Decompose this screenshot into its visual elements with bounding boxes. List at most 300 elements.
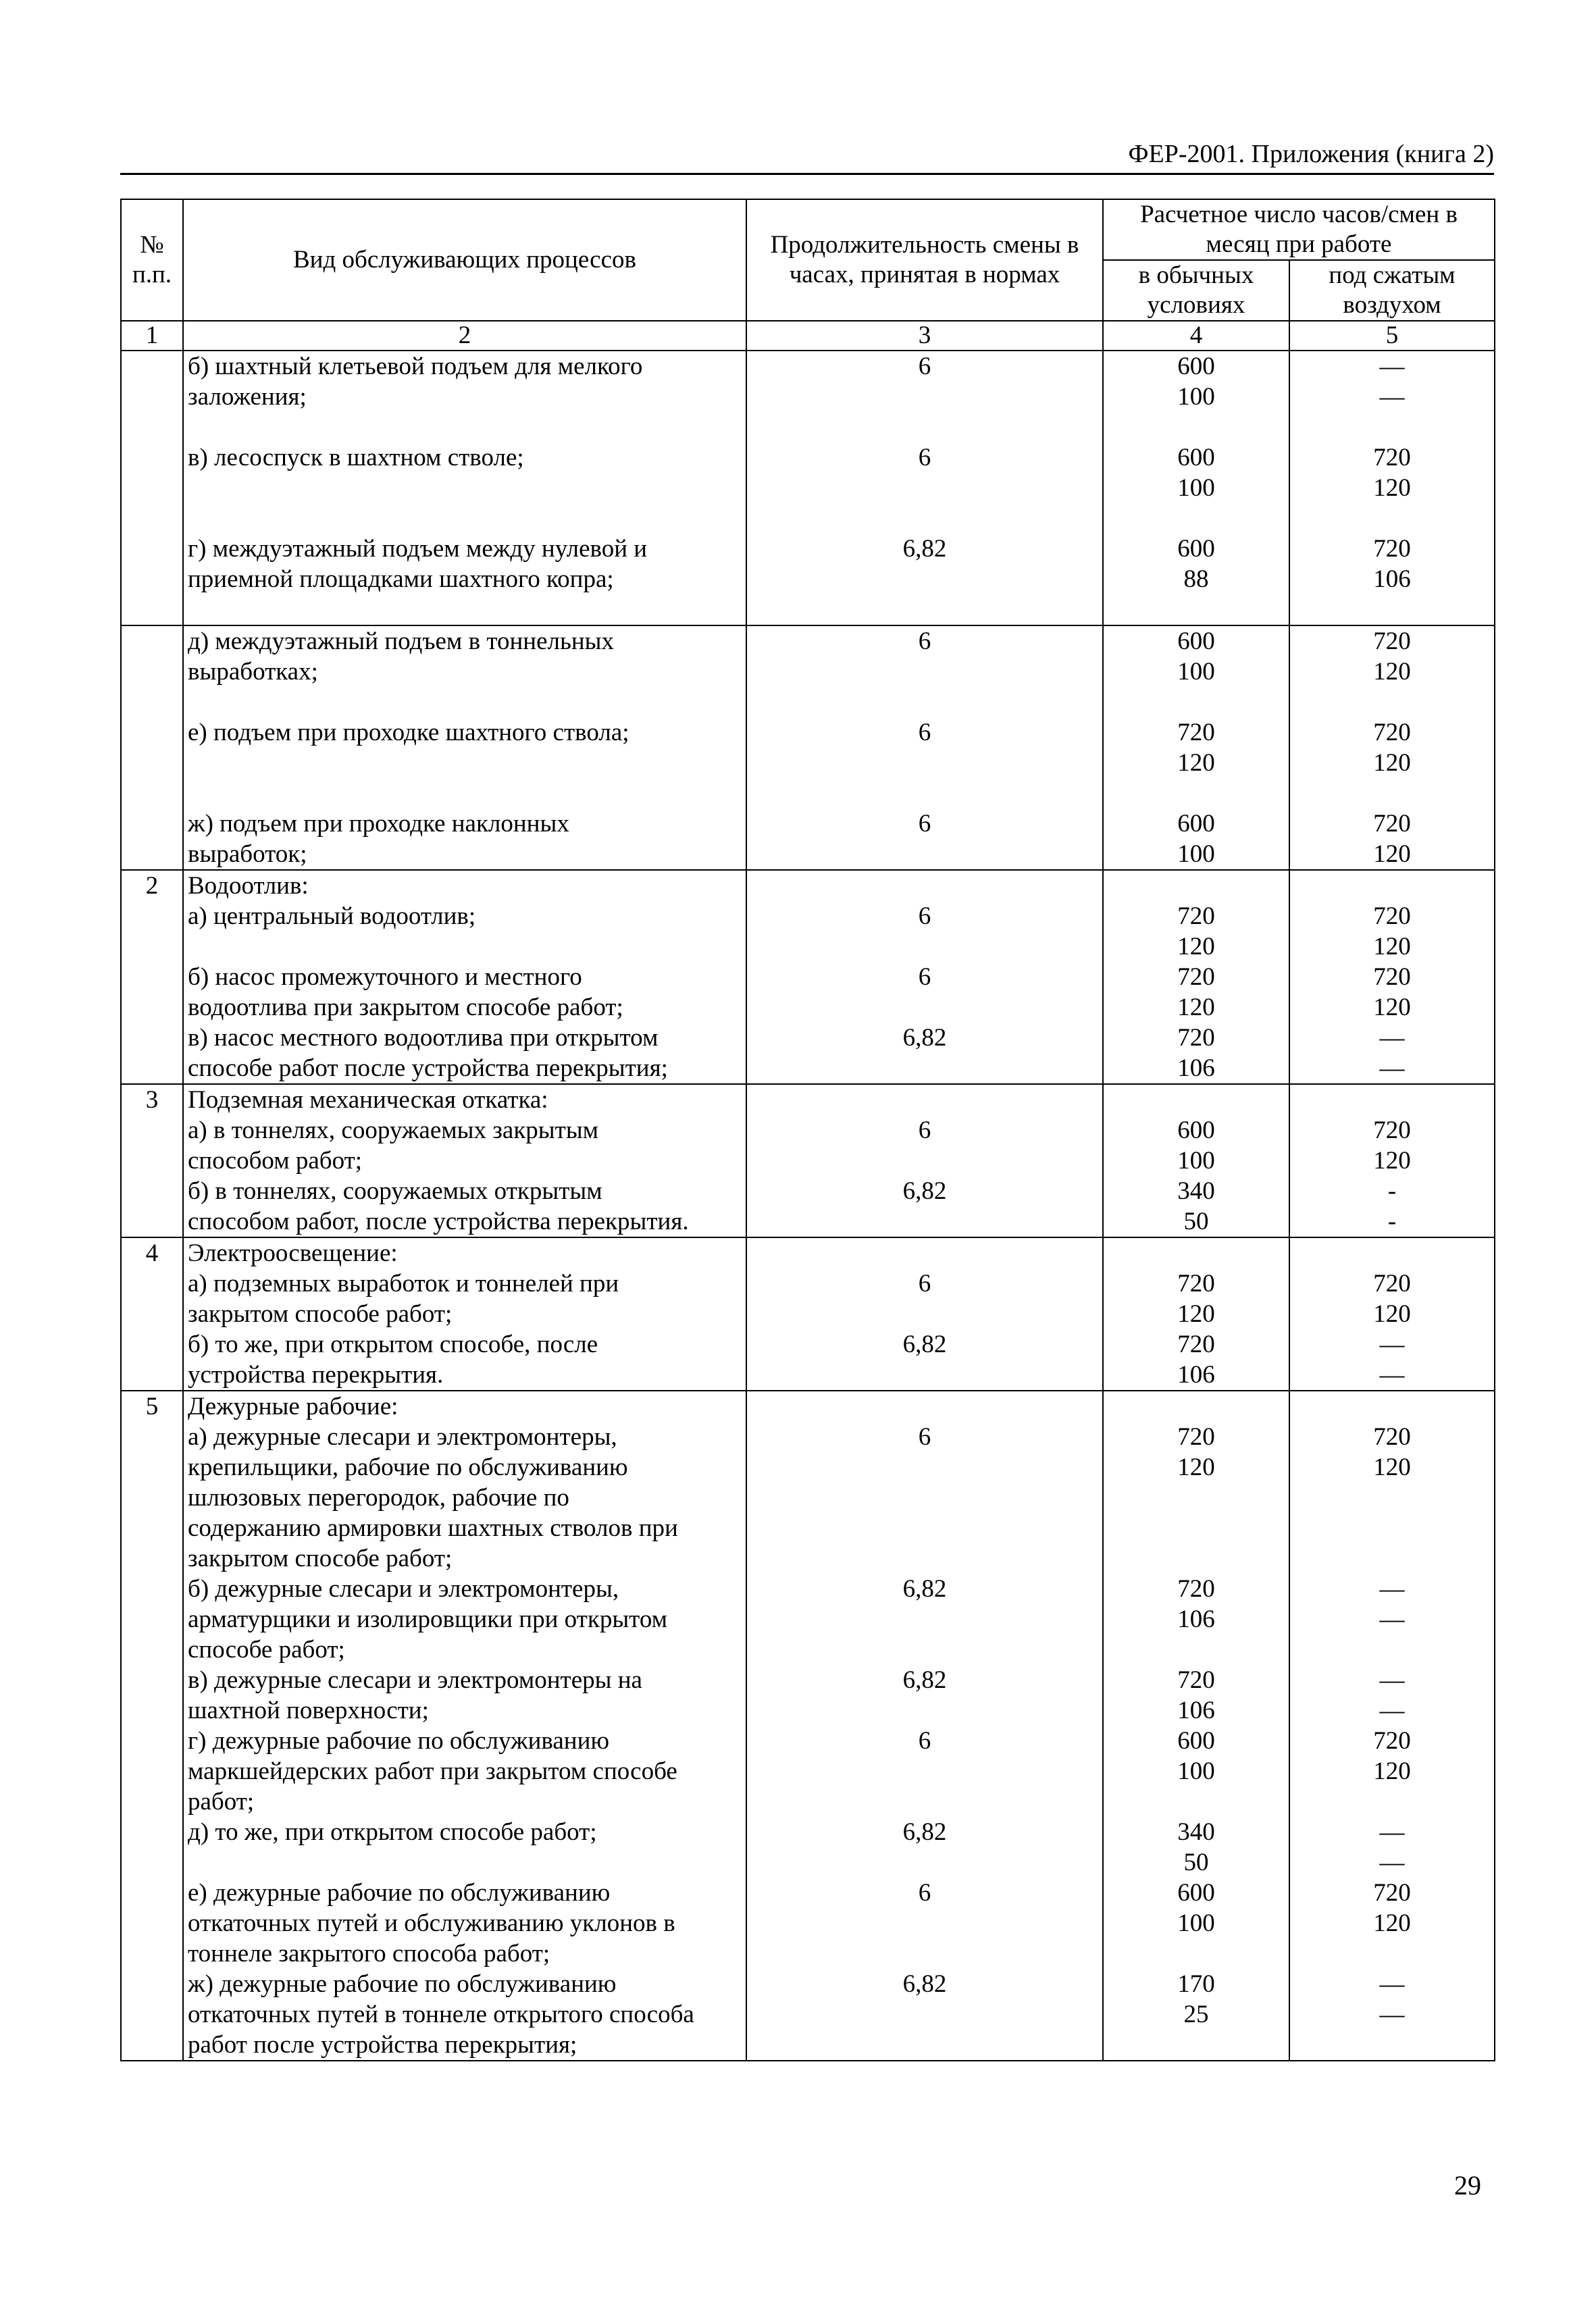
process-description: закрытом способе работ; (183, 1299, 746, 1329)
process-description: г) дежурные рабочие по обслуживанию (183, 1726, 746, 1756)
shift-duration (746, 1237, 1103, 1268)
process-description: маркшейдерских работ при закрытом способе (183, 1756, 746, 1786)
row-number (121, 1817, 183, 1847)
hours-normal: 106 (1103, 1604, 1289, 1635)
row-number: 3 (121, 1084, 183, 1115)
table-row (121, 962, 1495, 992)
table-row (121, 1360, 1495, 1391)
table-row (121, 839, 1495, 870)
hours-compressed (1289, 1391, 1495, 1422)
process-description: приемной площадками шахтного копра; (183, 564, 746, 594)
table-row (121, 748, 1495, 778)
hours-compressed: 120 (1289, 748, 1495, 778)
row-number (121, 1574, 183, 1604)
table-row (121, 1023, 1495, 1053)
hours-compressed: 720 (1289, 1422, 1495, 1452)
table-row (121, 1483, 1495, 1513)
table-row (121, 901, 1495, 931)
table-row (121, 382, 1495, 412)
row-number (121, 2030, 183, 2061)
colnum: 5 (1289, 321, 1495, 351)
process-description (183, 1847, 746, 1878)
table-row (121, 1084, 1495, 1115)
process-description: способом работ; (183, 1146, 746, 1176)
shift-duration (746, 1391, 1103, 1422)
table-row (121, 1452, 1495, 1483)
process-description: Подземная механическая откатка: (183, 1084, 746, 1115)
running-title: ФЕР-2001. Приложения (книга 2) (120, 139, 1494, 175)
row-number (121, 1268, 183, 1299)
process-description: б) в тоннелях, сооружаемых открытым (183, 1176, 746, 1206)
row-number (121, 748, 183, 778)
hours-compressed: 120 (1289, 1299, 1495, 1329)
hours-compressed: — (1289, 1999, 1495, 2030)
table-row (121, 1969, 1495, 1999)
hours-normal (1103, 594, 1289, 625)
process-description (183, 594, 746, 625)
row-number (121, 594, 183, 625)
hours-compressed (1289, 1938, 1495, 1969)
shift-duration: 6 (746, 962, 1103, 992)
shift-duration: 6,82 (746, 1176, 1103, 1206)
process-description: в) лесоспуск в шахтном стволе; (183, 442, 746, 473)
shift-duration (746, 748, 1103, 778)
table-row (121, 625, 1495, 657)
process-description: Дежурные рабочие: (183, 1391, 746, 1422)
table-row (121, 808, 1495, 839)
shift-duration (746, 1053, 1103, 1084)
table-row (121, 1726, 1495, 1756)
table-row (121, 1878, 1495, 1908)
row-number (121, 657, 183, 687)
process-description: откаточных путей и обслуживанию уклонов в (183, 1908, 746, 1938)
hours-compressed: 720 (1289, 1115, 1495, 1146)
table-row (121, 1756, 1495, 1786)
row-number (121, 931, 183, 962)
hours-normal: 720 (1103, 901, 1289, 931)
process-description: б) шахтный клетьевой подъем для мелкого (183, 351, 746, 382)
process-description: закрытом способе работ; (183, 1543, 746, 1574)
shift-duration (746, 657, 1103, 687)
process-description: заложения; (183, 382, 746, 412)
table-row (121, 657, 1495, 687)
hours-compressed: — (1289, 1360, 1495, 1391)
hours-normal: 88 (1103, 564, 1289, 594)
shift-duration: 6 (746, 808, 1103, 839)
hours-compressed: — (1289, 1604, 1495, 1635)
table-row (121, 717, 1495, 748)
hours-normal: 600 (1103, 1726, 1289, 1756)
row-number (121, 1604, 183, 1635)
row-number (121, 1360, 183, 1391)
row-number (121, 1329, 183, 1360)
hours-normal (1103, 1391, 1289, 1422)
table-row (121, 412, 1495, 442)
process-description: арматурщики и изолировщики при открытом (183, 1604, 746, 1635)
row-number (121, 1543, 183, 1574)
table-row (121, 1268, 1495, 1299)
hours-normal (1103, 2030, 1289, 2061)
row-number (121, 1726, 183, 1756)
colnum: 1 (121, 321, 183, 351)
norms-table (120, 199, 1495, 2061)
shift-duration (746, 1483, 1103, 1513)
hours-normal (1103, 1513, 1289, 1543)
hours-compressed: 720 (1289, 625, 1495, 657)
process-description: б) насос промежуточного и местного (183, 962, 746, 992)
hours-normal: 100 (1103, 382, 1289, 412)
table-row (121, 992, 1495, 1023)
row-number (121, 839, 183, 870)
row-number (121, 534, 183, 564)
hours-normal: 120 (1103, 1299, 1289, 1329)
hours-compressed: 720 (1289, 962, 1495, 992)
hours-normal: 100 (1103, 1756, 1289, 1786)
process-description: е) дежурные рабочие по обслуживанию (183, 1878, 746, 1908)
process-description: е) подъем при проходке шахтного ствола; (183, 717, 746, 748)
hours-compressed (1289, 1084, 1495, 1115)
process-description: в) насос местного водоотлива при открытом (183, 1023, 746, 1053)
table-body (121, 351, 1495, 2061)
shift-duration: 6,82 (746, 1817, 1103, 1847)
process-description (183, 503, 746, 534)
hours-normal (1103, 778, 1289, 808)
process-description: а) центральный водоотлив; (183, 901, 746, 931)
process-description: а) подземных выработок и тоннелей при (183, 1268, 746, 1299)
shift-duration (746, 931, 1103, 962)
shift-duration: 6 (746, 351, 1103, 382)
hours-compressed: — (1289, 1053, 1495, 1084)
table-row (121, 687, 1495, 717)
hours-normal: 720 (1103, 1422, 1289, 1452)
shift-duration: 6 (746, 1115, 1103, 1146)
hours-normal: 25 (1103, 1999, 1289, 2030)
shift-duration (746, 1146, 1103, 1176)
table-row (121, 534, 1495, 564)
hours-compressed: — (1289, 1023, 1495, 1053)
row-number (121, 1999, 183, 2030)
hours-compressed: - (1289, 1206, 1495, 1237)
hours-compressed: 120 (1289, 657, 1495, 687)
hours-compressed: - (1289, 1176, 1495, 1206)
row-number (121, 1422, 183, 1452)
table-row (121, 1817, 1495, 1847)
process-description (183, 473, 746, 503)
process-description: выработок; (183, 839, 746, 870)
row-number: 5 (121, 1391, 183, 1422)
row-number (121, 962, 183, 992)
table-row (121, 1786, 1495, 1817)
hours-compressed: 120 (1289, 1452, 1495, 1483)
process-description: тоннеле закрытого способа работ; (183, 1938, 746, 1969)
shift-duration (746, 1206, 1103, 1237)
shift-duration (746, 1299, 1103, 1329)
table-row (121, 931, 1495, 962)
row-number (121, 1146, 183, 1176)
hours-normal: 106 (1103, 1695, 1289, 1726)
hours-compressed: — (1289, 1969, 1495, 1999)
hours-normal: 600 (1103, 1878, 1289, 1908)
table-row (121, 1999, 1495, 2030)
table-header (121, 199, 1495, 351)
shift-duration (746, 473, 1103, 503)
shift-duration: 6,82 (746, 1665, 1103, 1695)
shift-duration (746, 1452, 1103, 1483)
process-description: содержанию армировки шахтных стволов при (183, 1513, 746, 1543)
hours-compressed: 120 (1289, 1908, 1495, 1938)
process-description: шлюзовых перегородок, рабочие по (183, 1483, 746, 1513)
shift-duration (746, 1938, 1103, 1969)
hours-normal (1103, 412, 1289, 442)
process-description: шахтной поверхности; (183, 1695, 746, 1726)
row-number (121, 1908, 183, 1938)
process-description: д) междуэтажный подъем в тоннельных (183, 625, 746, 657)
shift-duration (746, 687, 1103, 717)
hours-compressed: 720 (1289, 534, 1495, 564)
hours-normal: 100 (1103, 473, 1289, 503)
hours-normal: 120 (1103, 1452, 1289, 1483)
shift-duration: 6,82 (746, 1574, 1103, 1604)
process-description (183, 687, 746, 717)
hours-normal: 600 (1103, 808, 1289, 839)
hours-compressed (1289, 1483, 1495, 1513)
header-duration: Продолжительность смены в часах, принятая в нормах (746, 199, 1103, 321)
header-normal: в обычных условиях (1103, 260, 1289, 321)
hours-compressed: 120 (1289, 473, 1495, 503)
colnum: 4 (1103, 321, 1289, 351)
hours-normal: 720 (1103, 1268, 1289, 1299)
hours-compressed: 720 (1289, 901, 1495, 931)
hours-normal: 106 (1103, 1360, 1289, 1391)
process-description: откаточных путей в тоннеле открытого способа (183, 1999, 746, 2030)
table-row (121, 1422, 1495, 1452)
process-description: б) дежурные слесари и электромонтеры, (183, 1574, 746, 1604)
row-number: 4 (121, 1237, 183, 1268)
table-row (121, 1115, 1495, 1146)
hours-normal (1103, 1543, 1289, 1574)
table-row (121, 594, 1495, 625)
shift-duration (746, 382, 1103, 412)
hours-normal: 100 (1103, 1146, 1289, 1176)
row-number (121, 992, 183, 1023)
shift-duration: 6,82 (746, 1329, 1103, 1360)
row-number (121, 1206, 183, 1237)
table-row (121, 1847, 1495, 1878)
hours-normal (1103, 687, 1289, 717)
process-description: способе работ после устройства перекрытия; (183, 1053, 746, 1084)
table-row (121, 870, 1495, 901)
hours-normal: 170 (1103, 1969, 1289, 1999)
hours-compressed (1289, 1543, 1495, 1574)
shift-duration (746, 2030, 1103, 2061)
process-description (183, 412, 746, 442)
hours-compressed (1289, 1513, 1495, 1543)
row-number (121, 1513, 183, 1543)
shift-duration (746, 1786, 1103, 1817)
shift-duration (746, 503, 1103, 534)
process-description: способе работ; (183, 1635, 746, 1665)
process-description: работ; (183, 1786, 746, 1817)
hours-compressed: 720 (1289, 1878, 1495, 1908)
process-description: д) то же, при открытом способе работ; (183, 1817, 746, 1847)
table-row (121, 1513, 1495, 1543)
table-row (121, 503, 1495, 534)
shift-duration (746, 1360, 1103, 1391)
hours-normal: 720 (1103, 1665, 1289, 1695)
table-row (121, 778, 1495, 808)
row-number (121, 1053, 183, 1084)
shift-duration: 6 (746, 625, 1103, 657)
hours-normal (1103, 1786, 1289, 1817)
process-description: а) в тоннелях, сооружаемых закрытым (183, 1115, 746, 1146)
process-description: ж) дежурные рабочие по обслуживанию (183, 1969, 746, 1999)
shift-duration (746, 1543, 1103, 1574)
hours-normal (1103, 503, 1289, 534)
hours-normal: 50 (1103, 1847, 1289, 1878)
shift-duration: 6 (746, 442, 1103, 473)
hours-compressed: 720 (1289, 717, 1495, 748)
hours-normal (1103, 1084, 1289, 1115)
table-row (121, 1053, 1495, 1084)
row-number (121, 1665, 183, 1695)
hours-compressed (1289, 687, 1495, 717)
row-number (121, 442, 183, 473)
shift-duration (746, 1999, 1103, 2030)
row-number (121, 1452, 183, 1483)
shift-duration (746, 1513, 1103, 1543)
row-number (121, 717, 183, 748)
shift-duration (746, 870, 1103, 901)
header-num: № п.п. (121, 199, 183, 321)
shift-duration (746, 1084, 1103, 1115)
row-number (121, 1756, 183, 1786)
shift-duration: 6,82 (746, 1969, 1103, 1999)
shift-duration (746, 1847, 1103, 1878)
hours-compressed (1289, 412, 1495, 442)
row-number: 2 (121, 870, 183, 901)
process-description: б) то же, при открытом способе, после (183, 1329, 746, 1360)
hours-compressed: 106 (1289, 564, 1495, 594)
hours-normal: 720 (1103, 962, 1289, 992)
table-row (121, 1695, 1495, 1726)
hours-compressed: — (1289, 382, 1495, 412)
shift-duration: 6 (746, 1878, 1103, 1908)
hours-compressed: 120 (1289, 1146, 1495, 1176)
row-number (121, 901, 183, 931)
shift-duration (746, 1756, 1103, 1786)
table-row (121, 1299, 1495, 1329)
shift-duration: 6 (746, 1268, 1103, 1299)
table-row (121, 442, 1495, 473)
hours-normal: 340 (1103, 1817, 1289, 1847)
shift-duration (746, 992, 1103, 1023)
row-number (121, 1786, 183, 1817)
process-description: водоотлива при закрытом способе работ; (183, 992, 746, 1023)
table-row (121, 1176, 1495, 1206)
row-number (121, 808, 183, 839)
row-number (121, 687, 183, 717)
row-number (121, 1695, 183, 1726)
colnum: 2 (183, 321, 746, 351)
row-number (121, 1938, 183, 1969)
hours-normal: 340 (1103, 1176, 1289, 1206)
shift-duration: 6,82 (746, 534, 1103, 564)
process-description (183, 748, 746, 778)
shift-duration: 6 (746, 901, 1103, 931)
shift-duration: 6 (746, 717, 1103, 748)
shift-duration (746, 1635, 1103, 1665)
table-row (121, 1938, 1495, 1969)
table-row (121, 1206, 1495, 1237)
shift-duration (746, 594, 1103, 625)
hours-compressed: — (1289, 1817, 1495, 1847)
process-description: устройства перекрытия. (183, 1360, 746, 1391)
hours-compressed (1289, 870, 1495, 901)
process-description: способом работ, после устройства перекрытия. (183, 1206, 746, 1237)
shift-duration (746, 778, 1103, 808)
table-row (121, 1146, 1495, 1176)
hours-normal: 720 (1103, 1023, 1289, 1053)
table-row (121, 564, 1495, 594)
shift-duration: 6,82 (746, 1023, 1103, 1053)
table-row (121, 1665, 1495, 1695)
process-description: выработках; (183, 657, 746, 687)
hours-normal (1103, 1938, 1289, 1969)
hours-normal: 100 (1103, 657, 1289, 687)
shift-duration (746, 1695, 1103, 1726)
table-row (121, 1237, 1495, 1268)
hours-normal: 720 (1103, 717, 1289, 748)
shift-duration (746, 564, 1103, 594)
process-description (183, 931, 746, 962)
colnum: 3 (746, 321, 1103, 351)
hours-compressed: — (1289, 351, 1495, 382)
hours-compressed: 120 (1289, 1756, 1495, 1786)
row-number (121, 625, 183, 657)
hours-compressed (1289, 503, 1495, 534)
header-compressed: под сжатым воздухом (1289, 260, 1495, 321)
shift-duration (746, 1604, 1103, 1635)
table-row (121, 351, 1495, 382)
shift-duration (746, 839, 1103, 870)
column-numbers-row (121, 321, 1495, 351)
hours-normal (1103, 870, 1289, 901)
shift-duration: 6 (746, 1726, 1103, 1756)
hours-normal (1103, 1635, 1289, 1665)
hours-normal: 50 (1103, 1206, 1289, 1237)
row-number (121, 1969, 183, 1999)
hours-compressed: 720 (1289, 442, 1495, 473)
hours-compressed: 720 (1289, 1268, 1495, 1299)
table-row (121, 1391, 1495, 1422)
row-number (121, 382, 183, 412)
process-description: Водоотлив: (183, 870, 746, 901)
process-description: крепильщики, рабочие по обслуживанию (183, 1452, 746, 1483)
hours-compressed: — (1289, 1847, 1495, 1878)
process-description: ж) подъем при проходке наклонных (183, 808, 746, 839)
hours-compressed: 720 (1289, 1726, 1495, 1756)
header-calc: Расчетное число часов/смен в месяц при работе (1103, 199, 1495, 260)
hours-compressed (1289, 594, 1495, 625)
hours-normal: 120 (1103, 992, 1289, 1023)
hours-compressed (1289, 1237, 1495, 1268)
hours-compressed: — (1289, 1574, 1495, 1604)
process-description (183, 778, 746, 808)
hours-compressed: — (1289, 1329, 1495, 1360)
shift-duration (746, 412, 1103, 442)
process-description: работ после устройства перекрытия; (183, 2030, 746, 2061)
hours-compressed: — (1289, 1695, 1495, 1726)
